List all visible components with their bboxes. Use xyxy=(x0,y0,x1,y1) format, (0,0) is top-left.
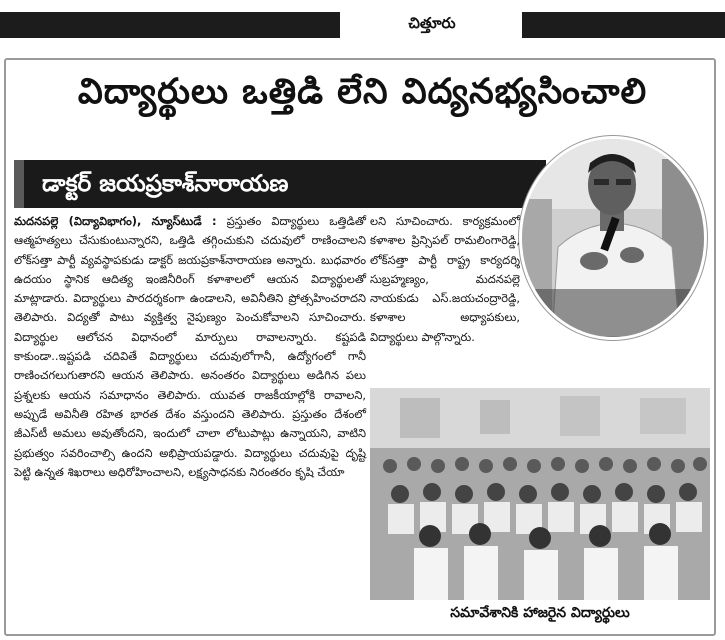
name-band-stripe xyxy=(14,160,24,208)
article-body-left-text: ప్రస్తుతం విద్యార్థులు ఒత్తిడితో ఆత్మహత్యలు చేసుకుంటున్నారని, ఒత్తిడి తగ్గించుకుని చదువులో రాణించాలని లోక్‌సత్తా పార్టీ వ్యవస్థాపకుడు డాక్టర్ జయప్రకాశ్‌నారాయణ అన్నారు. బుధవారం ఉదయం స్థానిక ఆదిత్య ఇంజినీరింగ్ కళాశాలలో ఆయన విద్యార్థులతో మాట్లాడారు. విద్యార్థులు పారదర్శకంగా ఉండాలని, అవినీతిని ప్రోత్సహించరాదని తెలిపారు. విద్యతో పాటు వ్యక్తిత్వ నైపుణ్యం పెంచుకోవాలని సూచించారు. విద్యార్థుల ఆలోచన విధానంలో మార్పులు రావాలన్నారు. కష్టపడి కాకుండా..ఇష్టపడి చదివితే విద్యార్థులు చదువులోగానీ, ఉద్యోగంలో గానీ రాణించగలుగుతారని ఆయన తెలిపారు. అనంతరం విద్యార్థులు అడిగిన పలు ప్రశ్నలకు ఆయన సమాధానం తెలిపారు. యువత రాజకీయాల్లోకి రావాలని, అప్పుడే అవినీతి రహిత భారత దేశం వస్తుందని తెలిపారు. ప్రస్తుతం దేశంలో జీఎస్‌టీ అమలు అవుతోందని, ఇందులో చాలా లోటుపాట్లు ఉన్నాయని, వాటిని ప్రభుత్వం సవరించాల్సి ఉందని అభిప్రాయపడ్డారు. విద్యార్థులు చదువుపై దృష్టి పెట్టి ఉన్నత శిఖరాలు అధిరోహించాలని, లక్ష్యసాధనకు నిరంతరం కృషి చేయా xyxy=(14,214,367,479)
speaker-name-band xyxy=(14,160,546,208)
audience-photo xyxy=(370,388,710,600)
header-rule-right xyxy=(522,12,725,38)
speaker-name: డాక్టర్ జయప్రకాశ్‌నారాయణ xyxy=(42,171,289,197)
article-body-right-text: లని సూచించారు. కార్యక్రమంలో కళాశాల ప్రిన్సిపల్ రామలింగారెడ్డి, లోక్‌సత్తా పార్టీ రాష్ట్ర కార్యదర్శి సుబ్రహ్మణ్యం, మదనపల్లె నాయకుడు ఎస్.జయచంద్రారెడ్డి, కళాశాల అధ్యాపకులు, విద్యార్థులు పాల్గొన్నారు. xyxy=(370,214,520,344)
article-dateline: మదనపల్లె (విద్యావిభాగం), న్యూస్‌టుడే : xyxy=(14,214,217,228)
article-body-right xyxy=(370,212,705,347)
section-label: చిత్తూరు xyxy=(408,14,456,32)
photo-caption: సమావేశానికి హాజరైన విద్యార్థులు xyxy=(450,605,630,621)
article-body-left xyxy=(14,212,366,482)
article-headline: విద్యార్థులు ఒత్తిడి లేని విద్యనభ్యసించాలి xyxy=(77,72,648,112)
header-rule-left xyxy=(0,12,340,38)
audience-photo-image xyxy=(370,388,710,600)
